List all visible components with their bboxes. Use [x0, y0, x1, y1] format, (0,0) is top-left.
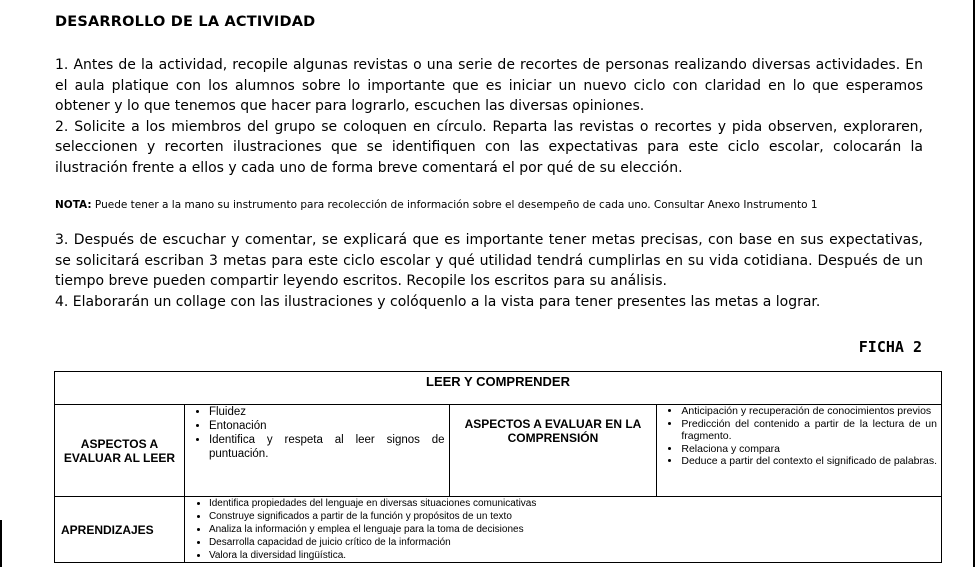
page-edge-right	[973, 0, 975, 567]
list-item: • Desarrolla capacidad de juicio crítico de la información	[209, 536, 941, 549]
aspectos-leer-list	[185, 405, 449, 461]
note-text: Puede tener a la mano su instrumento para recolección de información sobre el desempeño de cada uno. Consultar Anexo Instrumento 1	[91, 199, 818, 211]
document-body	[55, 12, 923, 312]
list-item: • Valora la diversidad lingüística.	[209, 549, 941, 562]
list-item: • Entonación	[209, 419, 445, 433]
list-item: • Identifica y respeta al leer signos de puntuación.	[209, 433, 445, 461]
paragraph-2: 2. Solicite a los miembros del grupo se coloquen en círculo. Reparta las revistas o recortes y pida observen, exploraren, seleccionen y recorten ilustraciones que se identifiquen con las expectativas para este ciclo escolar, colocarán la ilustración frente a ellos y cada uno de forma breve comentará el por qué de su elección.	[55, 118, 923, 176]
note-label: NOTA:	[55, 199, 92, 211]
list-item: • Deduce a partir del contexto el significado de palabras.	[681, 455, 937, 468]
ficha-label: FICHA 2	[858, 338, 922, 356]
list-item: • Construye significados a partir de la función y propósitos de un texto	[209, 510, 941, 523]
aprendizajes-label: APRENDIZAJES	[55, 497, 185, 563]
aspectos-comprension-list	[657, 405, 941, 468]
note	[55, 198, 923, 212]
aspectos-leer-cell	[184, 405, 449, 497]
list-item: • Predicción del contenido a partir de la lectura de un fragmento.	[681, 418, 937, 443]
activity-title: DESARROLLO DE LA ACTIVIDAD	[55, 14, 316, 30]
list-item: • Identifica propiedades del lenguaje en diversas situaciones comunicativas	[209, 497, 941, 510]
evaluation-table	[54, 371, 942, 563]
aspectos-comprension-cell	[657, 405, 942, 497]
list-item: • Analiza la información y emplea el lenguaje para la toma de decisiones	[209, 523, 941, 536]
paragraph-4: 4. Elaborarán un collage con las ilustraciones y colóquenlo a la vista para tener presentes las metas a lograr.	[55, 293, 821, 310]
aprendizajes-cell	[184, 497, 941, 563]
page-edge-left	[0, 520, 2, 567]
list-item: • Relaciona y compara	[681, 443, 937, 456]
paragraph-1: 1. Antes de la actividad, recopile algunas revistas o una serie de recortes de personas realizando diversas actividades. En el aula platique con los alumnos sobre lo importante que es iniciar un nuevo ciclo con claridad en lo que esperamos obtener y lo que tenemos que hacer para lograrlo, escuchen las diversas opiniones.	[55, 57, 923, 114]
aprendizajes-list	[185, 497, 941, 562]
list-item: • Fluidez	[209, 405, 445, 419]
paragraph-3: 3. Después de escuchar y comentar, se explicará que es importante tener metas precisas, con base en sus expectativas, se solicitará escriban 3 metas para este ciclo escolar y qué utilidad tendrá cumplirlas en su vida cotidiana. Después de un tiempo breve pueden compartir leyendo escritos. Recopile los escritos para su análisis.	[55, 232, 923, 289]
list-item: • Anticipación y recuperación de conocimientos previos	[681, 405, 937, 418]
table-header: LEER Y COMPRENDER	[55, 372, 942, 405]
aspectos-comprension-label: ASPECTOS A EVALUAR EN LA COMPRENSIÓN	[449, 405, 657, 497]
aspectos-leer-label: ASPECTOS A EVALUAR AL LEER	[55, 405, 185, 497]
